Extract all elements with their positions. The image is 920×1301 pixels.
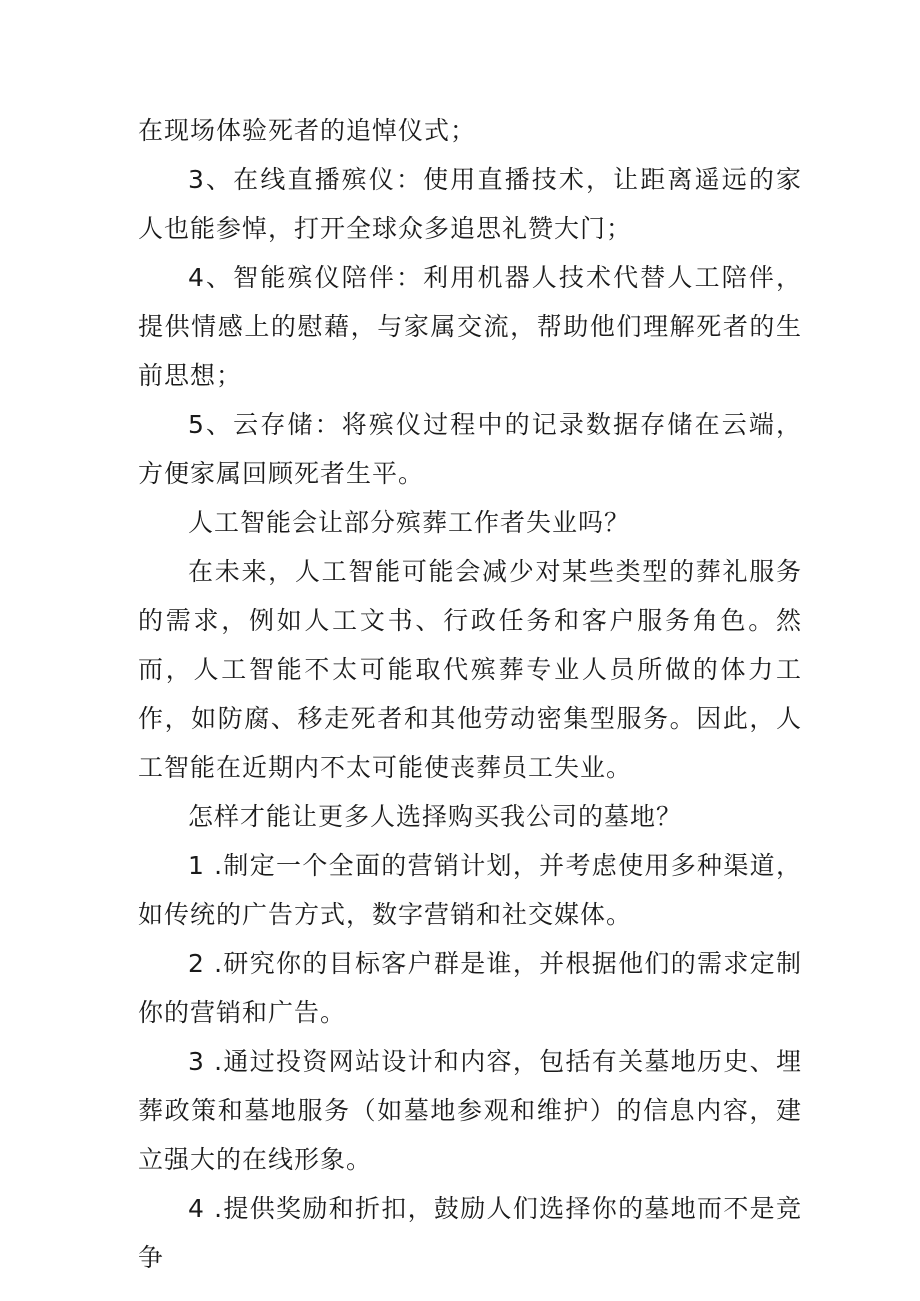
question-heading-2: 怎样才能让更多人选择购买我公司的墓地？ xyxy=(188,802,683,831)
paragraph-4: 5、云存储：将殡仪过程中的记录数据存储在云端，方便家属回顾死者生平。 xyxy=(138,410,802,488)
paragraph-3: 4、智能殡仪陪伴：利用机器人技术代替人工陪伴，提供情感上的慰藉，与家属交流，帮助他们理解死者的生前思想； xyxy=(138,263,802,390)
list-item-4: 4 .提供奖励和折扣，鼓励人们选择你的墓地而不是竞争 xyxy=(138,1194,802,1272)
question-heading-1: 人工智能会让部分殡葬工作者失业吗？ xyxy=(188,508,631,537)
document-body xyxy=(138,106,802,1282)
list-item-3: 3 .通过投资网站设计和内容，包括有关墓地历史、埋葬政策和墓地服务（如墓地参观和维护）的信息内容，建立强大的在线形象。 xyxy=(138,1047,802,1174)
paragraph-2: 3、在线直播殡仪：使用直播技术，让距离遥远的家人也能参悼，打开全球众多追思礼赞大门； xyxy=(138,165,802,243)
paragraph-1: 在现场体验死者的追悼仪式； xyxy=(138,116,477,145)
list-item-1: 1 .制定一个全面的营销计划，并考虑使用多种渠道，如传统的广告方式，数字营销和社交媒体。 xyxy=(138,851,802,929)
list-item-2: 2 .研究你的目标客户群是谁，并根据他们的需求定制你的营销和广告。 xyxy=(138,949,802,1027)
paragraph-5: 在未来，人工智能可能会减少对某些类型的葬礼服务的需求，例如人工文书、行政任务和客户服务角色。然而，人工智能不太可能取代殡葬专业人员所做的体力工作，如防腐、移走死者和其他劳动密集型服务。因此，人工智能在近期内不太可能使丧葬员工失业。 xyxy=(138,557,802,782)
